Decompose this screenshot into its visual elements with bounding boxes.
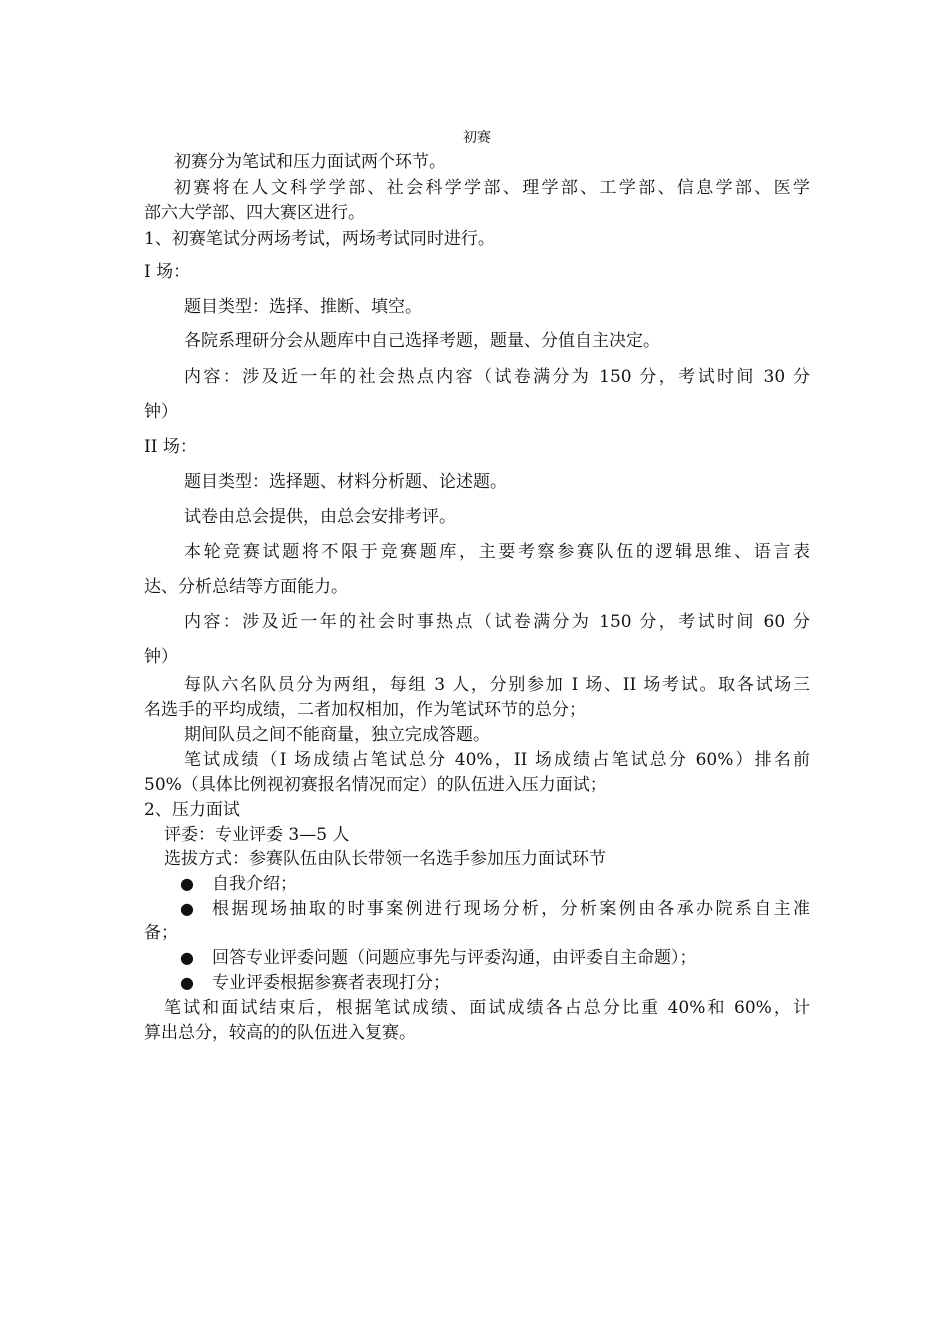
section-heading-interview: 2、压力面试 bbox=[144, 800, 240, 820]
bullet-item-scoring: 专业评委根据参赛者表现打分； bbox=[212, 973, 450, 993]
doc-title: 初赛 bbox=[463, 130, 491, 146]
field1-selection: 各院系理研分会从题库中自己选择考题，题量、分值自主决定。 bbox=[184, 331, 660, 351]
team-rule-line2: 名选手的平均成绩，二者加权相加，作为笔试环节的总分； bbox=[144, 700, 586, 720]
bullet-item-intro: 自我介绍； bbox=[212, 874, 297, 894]
paragraph-intro: 初赛分为笔试和压力面试两个环节。 bbox=[174, 152, 446, 172]
field2-provider: 试卷由总会提供，由总会安排考评。 bbox=[184, 507, 456, 527]
bullet-item-case-analysis: 根据现场抽取的时事案例进行现场分析，分析案例由各承办院系自主准 bbox=[212, 899, 810, 919]
section-heading-written: 1、初赛笔试分两场考试，两场考试同时进行。 bbox=[144, 229, 495, 249]
field2-scope-line2: 达、分析总结等方面能力。 bbox=[144, 577, 348, 597]
final-rule-line1: 笔试和面试结束后，根据笔试成绩、面试成绩各占总分比重 40%和 60%，计 bbox=[164, 998, 810, 1018]
field1-content-line2: 钟） bbox=[144, 402, 178, 422]
score-rule-line1: 笔试成绩（I 场成绩占笔试总分 40%，II 场成绩占笔试总分 60%）排名前 bbox=[184, 750, 810, 770]
bullet-icon: ● bbox=[180, 899, 194, 918]
selection-method-line: 选拔方式：参赛队伍由队长带领一名选手参加压力面试环节 bbox=[164, 849, 606, 869]
field2-type: 题目类型：选择题、材料分析题、论述题。 bbox=[184, 472, 507, 492]
paragraph-venues-line1: 初赛将在人文科学学部、社会科学学部、理学部、工学部、信息学部、医学 bbox=[174, 178, 810, 198]
team-rule-line1: 每队六名队员分为两组，每组 3 人，分别参加 I 场、II 场考试。取各试场三 bbox=[184, 675, 810, 695]
field2-content-line2: 钟） bbox=[144, 647, 178, 667]
field2-heading: II 场： bbox=[144, 437, 197, 457]
judges-line: 评委：专业评委 3—5 人 bbox=[164, 825, 350, 845]
field1-content-line1: 内容：涉及近一年的社会热点内容（试卷满分为 150 分，考试时间 30 分 bbox=[184, 367, 810, 387]
field1-type: 题目类型：选择、推断、填空。 bbox=[184, 297, 422, 317]
independent-rule: 期间队员之间不能商量，独立完成答题。 bbox=[184, 725, 490, 745]
bullet-icon: ● bbox=[180, 948, 194, 967]
final-rule-line2: 算出总分，较高的的队伍进入复赛。 bbox=[144, 1023, 416, 1043]
field2-scope-line1: 本轮竞赛试题将不限于竞赛题库，主要考察参赛队伍的逻辑思维、语言表 bbox=[184, 542, 810, 562]
bullet-icon: ● bbox=[180, 874, 194, 893]
bullet-icon: ● bbox=[180, 973, 194, 992]
field1-heading: I 场： bbox=[144, 262, 191, 282]
score-rule-line2: 50%（具体比例视初赛报名情况而定）的队伍进入压力面试； bbox=[144, 775, 607, 795]
field2-content-line1: 内容：涉及近一年的社会时事热点（试卷满分为 150 分，考试时间 60 分 bbox=[184, 612, 810, 632]
paragraph-venues-line2: 部六大学部、四大赛区进行。 bbox=[144, 203, 365, 223]
bullet-item-questions: 回答专业评委问题（问题应事先与评委沟通，由评委自主命题）； bbox=[212, 948, 697, 968]
bullet-item-case-analysis-cont: 备； bbox=[144, 923, 178, 943]
